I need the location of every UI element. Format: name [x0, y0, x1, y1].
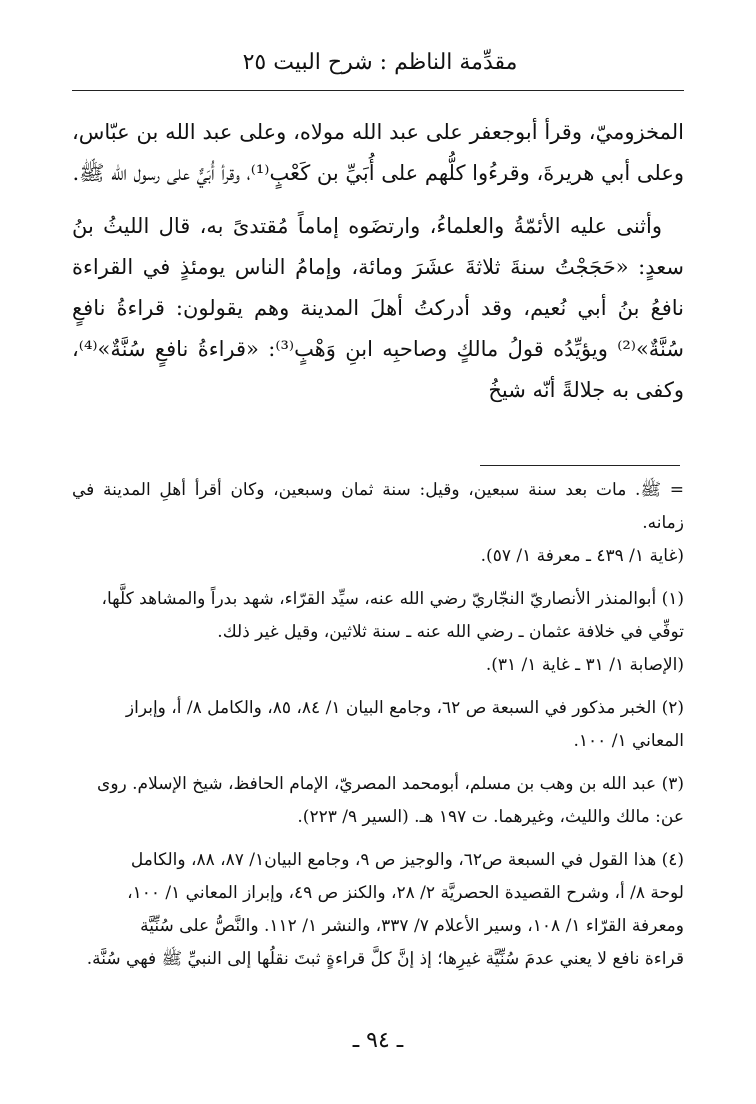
- main-text: [72, 112, 684, 423]
- footnote-line: (غاية ١/ ٤٣٩ ـ معرفة ١/ ٥٧).: [480, 546, 684, 566]
- header-divider: [72, 90, 684, 91]
- footnote-line: المعاني ١/ ١٠٠.: [573, 731, 684, 751]
- paragraph-2: وأثنى عليه الأئمّةُ والعلماءُ، وارتضَوه إماماً مُقتدىً به، قال الليثُ بنُ سعدٍ: «حَجَجْتُ سنةَ ثلاثةَ عشَرَ ومائة، وإمامُ الناس يومئذٍ في القراءة نافعُ بنُ أبي نُعيم، وقد أدركتُ أهلَ المدينة وهم يقولون: قراءةُ نافعٍ سُنَّةٌ»⁽²⁾ ويؤيِّدُه قولُ مالكٍ وصاحبِه ابنِ وَهْبٍ⁽³⁾: «قراءةُ نافعٍ سُنَّةٌ»⁽⁴⁾، وكفى به جلالةً أنّه شيخُ: [72, 214, 684, 402]
- footnote-divider: [480, 465, 680, 466]
- footnote-continuation: [72, 474, 684, 573]
- footnote-1: [72, 583, 684, 682]
- paragraph-1: المخزوميّ، وقرأ أبوجعفر على عبد الله مولاه، وعلى عبد الله بن عبّاس، وعلى أبي هريرةَ، وقرءُوا كلُّهم على أُبَيِّ بن كَعْبٍ⁽¹⁾، وقرأ أُبَيٌّ على رسول الله ﷺ.: [72, 120, 684, 185]
- footnote-line: (١) أبوالمنذر الأنصاريّ النجّاريّ رضي الله عنه، سيِّد القرّاء، شهد بدراً والمشاهد كلَّها،: [101, 589, 684, 609]
- footnote-line: توفِّي في خلافة عثمان ـ رضي الله عنه ـ سنة ثلاثين، وقيل غير ذلك.: [217, 622, 684, 642]
- footnote-line: = ﷺ. مات بعد سنة سبعين، وقيل: سنة ثمان وسبعين، وكان أقرأ أهلِ المدينة في زمانه.: [72, 480, 684, 533]
- footnote-2: [72, 692, 684, 758]
- footnote-line: لوحة ٨/ أ، وشرح القصيدة الحصريَّة ٢/ ٢٨، والكنز ص ٤٩، وإبراز المعاني ١/ ١٠٠،: [127, 883, 684, 903]
- footnote-line: قراءة نافع لا يعني عدمَ سُنِّيَّة غيرِها؛ إذ إنَّ كلَّ قراءةٍ ثبتَ نقلُها إلى النبيِّ ﷺ فهي سُنَّة.: [86, 949, 684, 969]
- footnotes: [72, 474, 684, 986]
- footnote-line: (٢) الخبر مذكور في السبعة ص ٦٢، وجامع البيان ١/ ٨٤، ٨٥، والكامل ٨/ أ، وإبراز: [125, 698, 684, 718]
- footnote-line: (٤) هذا القول في السبعة ص٦٢، والوجيز ص ٩، وجامع البيان١/ ٨٧، ٨٨، والكامل: [130, 850, 684, 870]
- footnote-line: (٣) عبد الله بن وهب بن مسلم، أبومحمد المصريّ، الإمام الحافظ، شيخ الإسلام. روى: [97, 774, 684, 794]
- footnote-3: [72, 768, 684, 834]
- footnote-line: عن: مالك والليث، وغيرهما. ت ١٩٧ هـ. (السير ٩/ ٢٢٣).: [297, 807, 684, 827]
- footnote-line: (الإصابة ١/ ٣١ ـ غاية ١/ ٣١).: [485, 655, 684, 675]
- footnote-line: ومعرفة القرّاء ١/ ١٠٨، وسير الأعلام ٧/ ٣٣٧، والنشر ١/ ١١٢. والنَّصُّ على سُنِّيَّة: [140, 916, 684, 936]
- page-number: ـ ٩٤ ـ: [352, 1028, 404, 1053]
- footnote-4: [72, 844, 684, 976]
- running-header: مقدِّمة الناظم : شرح البيت ٢٥: [242, 50, 518, 75]
